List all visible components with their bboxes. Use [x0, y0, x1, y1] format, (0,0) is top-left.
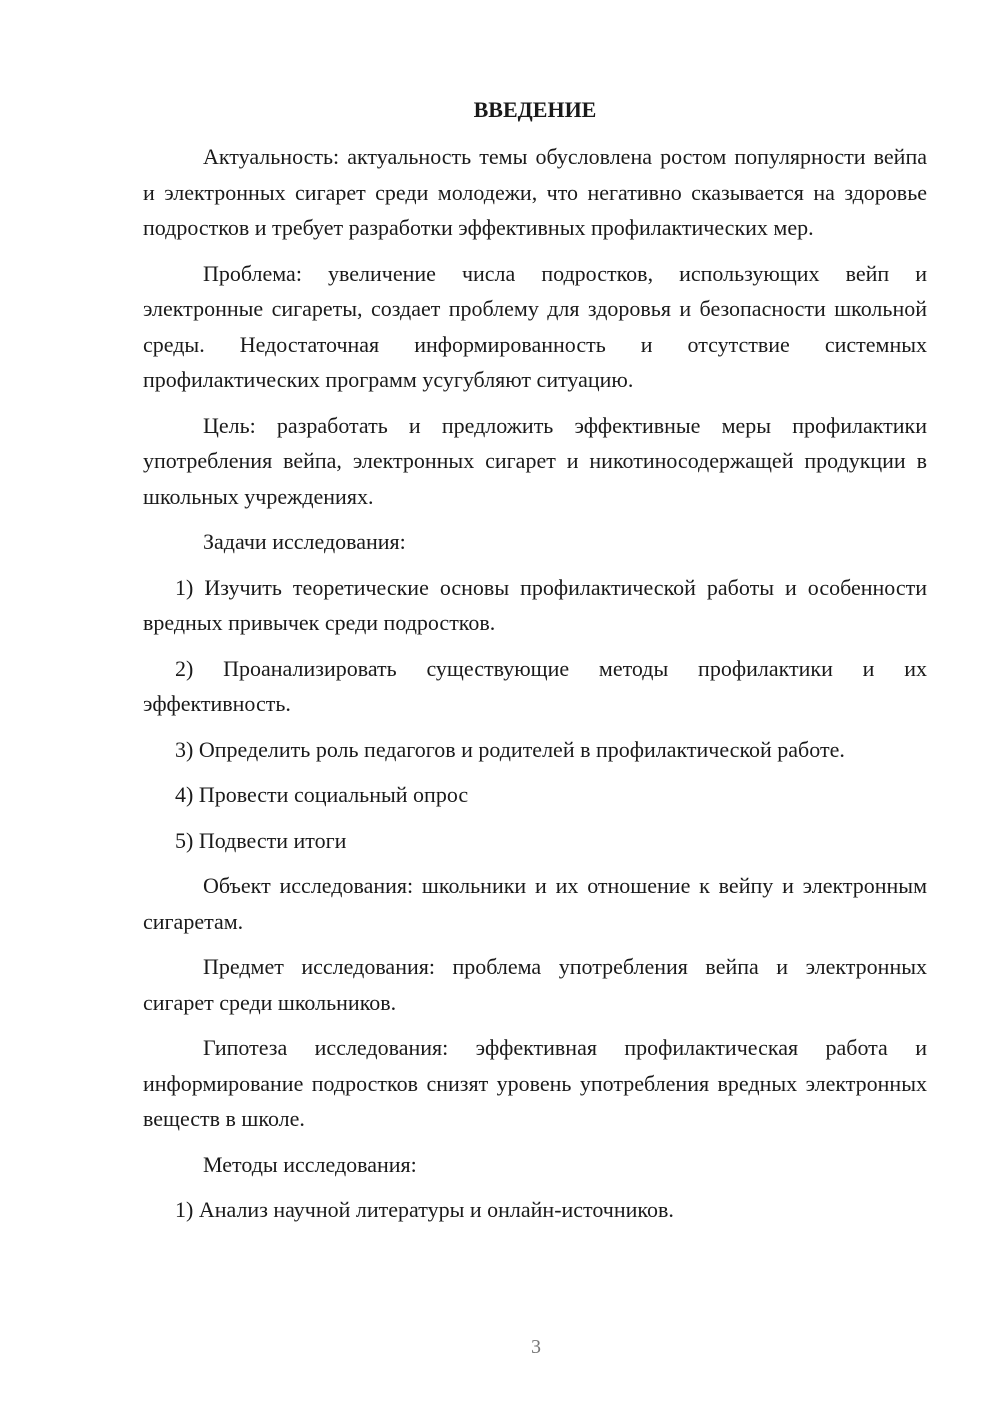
task-item: 2) Проанализировать существующие методы профилактики и их эффективность. — [143, 655, 927, 716]
hypothesis-paragraph: Гипотеза исследования: эффективная профилактическая работа и информирование подростков снизят уровень употребления вредных электронных веществ в школе. — [143, 1035, 927, 1131]
task-item: 1) Изучить теоретические основы профилактической работы и особенности вредных привычек среди подростков. — [143, 574, 927, 635]
task-item: 5) Подвести итоги — [175, 827, 347, 853]
method-item: 1) Анализ научной литературы и онлайн-источников. — [175, 1197, 674, 1222]
object-paragraph: Объект исследования: школьники и их отношение к вейпу и электронным сигаретам. — [143, 873, 927, 934]
page-content — [143, 92, 927, 1238]
tasks-heading: Задачи исследования: — [203, 529, 406, 554]
page-number: 3 — [531, 1336, 541, 1358]
methods-heading: Методы исследования: — [203, 1151, 417, 1177]
relevance-paragraph: Актуальность: актуальность темы обусловлена ростом популярности вейпа и электронных сигарет среди молодежи, что негативно сказывается на здоровье подростков и требует разработки эффективных профилактических мер. — [143, 144, 927, 240]
page-title: ВВЕДЕНИЕ — [473, 97, 597, 122]
subject-paragraph: Предмет исследования: проблема употребления вейпа и электронных сигарет среди школьников. — [143, 954, 927, 1015]
goal-paragraph: Цель: разработать и предложить эффективные меры профилактики употребления вейпа, электронных сигарет и никотиносодержащей продукции в школьных учреждениях. — [143, 412, 927, 509]
problem-paragraph: Проблема: увеличение числа подростков, использующих вейп и электронные сигареты, создает проблему для здоровья и безопасности школьной среды. Недостаточная информированность и отсутствие системных профилактических программ усугубляют ситуацию. — [143, 260, 927, 392]
task-item: 3) Определить роль педагогов и родителей в профилактической работе. — [175, 736, 845, 762]
task-item: 4) Провести социальный опрос — [175, 782, 469, 807]
